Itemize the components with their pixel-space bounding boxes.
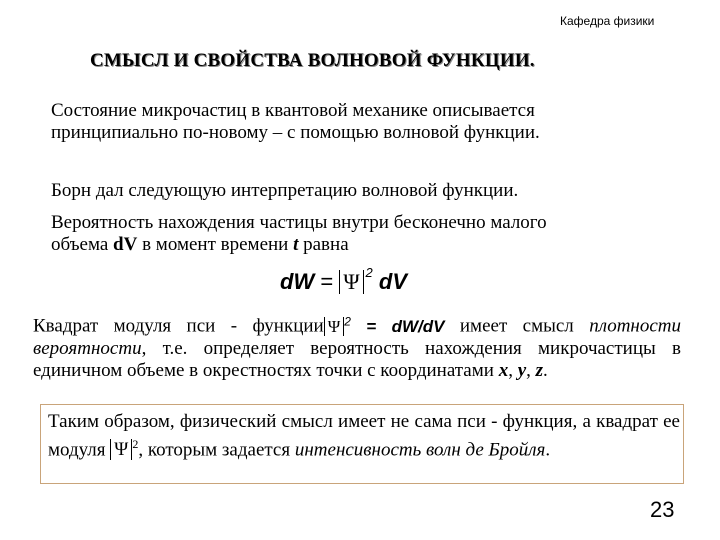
psi-symbol: Ψ xyxy=(339,270,363,294)
page-number: 23 xyxy=(650,497,675,522)
text-equals: равна xyxy=(298,234,349,255)
formula-power: 2 xyxy=(365,265,373,280)
period: . xyxy=(543,359,548,381)
formula-power: 2 xyxy=(344,314,351,328)
coord-y: y xyxy=(517,359,527,381)
paragraph-density xyxy=(33,310,681,382)
paragraph-intro-line1: Состояние микрочастиц в квантовой механике описывается xyxy=(51,100,535,121)
text-volume: объема xyxy=(51,234,114,255)
formula-dV-right: dV xyxy=(378,269,408,294)
paragraph-conclusion xyxy=(48,411,680,461)
paragraph-born: Борн дал следующую интерпретацию волновой функции. xyxy=(51,180,519,201)
period: . xyxy=(545,439,551,461)
psi-symbol: Ψ xyxy=(324,317,345,336)
formula-dW-left: dW xyxy=(280,269,315,294)
coord-z: z xyxy=(535,359,544,381)
probability-line1: Вероятность нахождения частицы внутри бесконечно малого xyxy=(51,212,547,233)
psi-symbol: Ψ xyxy=(110,439,132,460)
symbol-t: t xyxy=(293,234,299,255)
text-time: в момент времени xyxy=(137,234,294,255)
paragraph-intro xyxy=(51,100,681,144)
density-intro: Квадрат модуля пси - функции xyxy=(33,315,324,337)
density-term: плотности вероятности xyxy=(33,315,682,359)
symbol-dV: dV xyxy=(113,234,138,255)
density-rest: , т.е. определяет вероятность нахождения микрочастицы в единичном объеме в окрестностях точки с координатами xyxy=(33,337,681,381)
formula-equals: = xyxy=(320,269,334,294)
conclusion-text1: Таким образом, физический смысл имеет не сама пси - функция, а квадрат ее модуля xyxy=(48,411,680,461)
slide-title: СМЫСЛ И СВОЙСТВА ВОЛНОВОЙ ФУНКЦИИ. xyxy=(90,50,535,71)
probability-line2 xyxy=(51,234,681,256)
formula-power: 2 xyxy=(132,437,139,451)
comma: , xyxy=(508,359,518,381)
coord-x: x xyxy=(498,359,509,381)
department-label: Кафедра физики xyxy=(560,14,655,28)
formula-density xyxy=(324,314,445,336)
comma: , xyxy=(526,359,536,381)
conclusion-text2: , которым задается xyxy=(138,439,295,461)
intensity-term: интенсивность волн де Бройля xyxy=(294,439,546,461)
formula-dW-dV: = dW/dV xyxy=(350,316,445,336)
density-has-meaning: имеет смысл xyxy=(444,315,590,337)
paragraph-intro-line2: принципиально по-новому – с помощью волновой функции. xyxy=(51,122,540,143)
paragraph-probability xyxy=(51,212,681,256)
formula-dW xyxy=(280,265,407,295)
